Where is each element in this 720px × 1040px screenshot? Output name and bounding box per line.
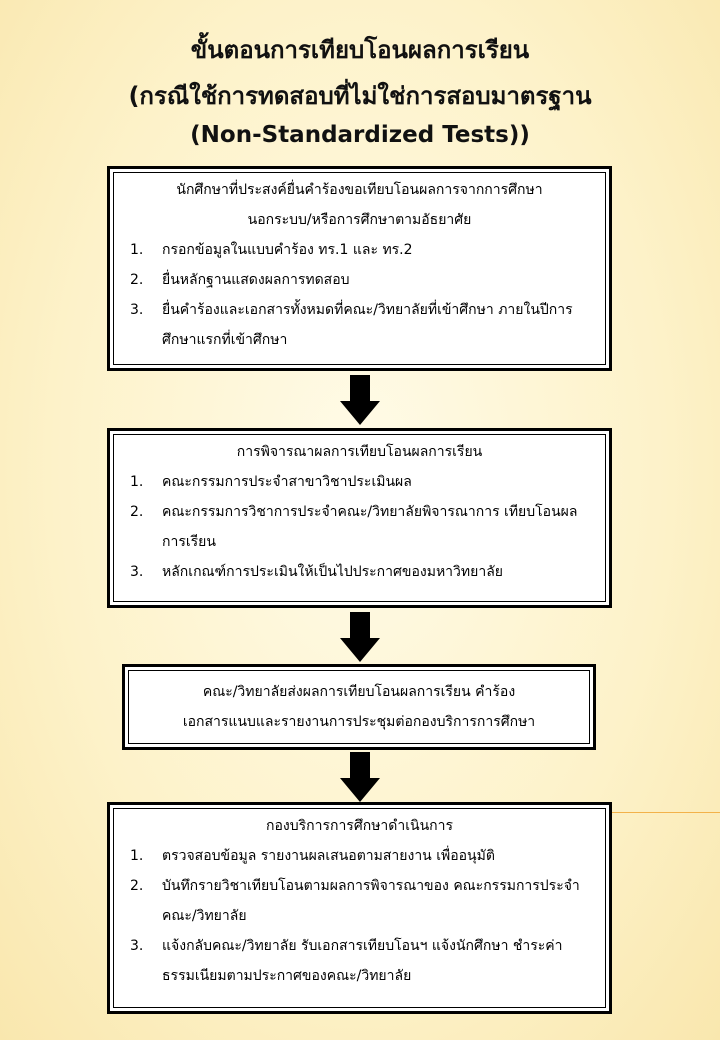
list-item: 2. ยื่นหลักฐานแสดงผลการทดสอบ <box>130 272 350 288</box>
page-subtitle-english: (Non-Standardized Tests)) <box>190 122 530 148</box>
list-item: 3. แจ้งกลับคณะ/วิทยาลัย รับเอกสารเทียบโอนฯ แจ้งนักศึกษา ชำระค่าธรรมเนียมตามประกาศของคณะ/วิทยาลัย <box>130 938 563 984</box>
decorative-line <box>598 812 720 813</box>
step-1-box <box>107 166 612 371</box>
down-arrow-icon <box>340 752 380 802</box>
list-item: 2. คณะกรรมการวิชาการประจำคณะ/วิทยาลัยพิจารณาการ เทียบโอนผลการเรียน <box>130 504 578 550</box>
page-title: ขั้นตอนการเทียบโอนผลการเรียน <box>190 36 530 64</box>
down-arrow-icon <box>340 375 380 425</box>
list-item: 3. หลักเกณฑ์การประเมินให้เป็นไปประกาศของมหาวิทยาลัย <box>130 564 503 580</box>
step-3-heading: คณะ/วิทยาลัยส่งผลการเทียบโอนผลการเรียน คำร้อง เอกสารแนบและรายงานการประชุมต่อกองบริการการศึกษา <box>182 684 536 730</box>
step-4-list <box>110 841 609 991</box>
step-4-heading: กองบริการการศึกษาดำเนินการ <box>265 818 454 834</box>
list-item: 1. กรอกข้อมูลในแบบคำร้อง ทร.1 และ ทร.2 <box>130 242 413 258</box>
step-4-box <box>107 802 612 1014</box>
list-item: 1. ตรวจสอบข้อมูล รายงานผลเสนอตามสายงาน เพื่ออนุมัติ <box>130 848 495 864</box>
step-3-box <box>122 664 596 750</box>
list-item: 1. คณะกรรมการประจำสาขาวิชาประเมินผล <box>130 474 412 490</box>
down-arrow-icon <box>340 612 380 662</box>
list-item: 2. บันทึกรายวิชาเทียบโอนตามผลการพิจารณาของ คณะกรรมการประจำคณะ/วิทยาลัย <box>130 878 580 924</box>
step-1-list <box>110 235 609 355</box>
page-subtitle: (กรณีใช้การทดสอบที่ไม่ใช่การสอบมาตรฐาน <box>128 82 592 110</box>
step-2-heading: การพิจารณาผลการเทียบโอนผลการเรียน <box>236 444 483 460</box>
step-2-box <box>107 428 612 608</box>
list-item: 3. ยื่นคำร้องและเอกสารทั้งหมดที่คณะ/วิทยาลัยที่เข้าศึกษา ภายในปีการศึกษาแรกที่เข้าศึกษา <box>130 302 573 348</box>
step-1-heading: นักศึกษาที่ประสงค์ยื่นคำร้องขอเทียบโอนผลการจากการศึกษา นอกระบบ/หรือการศึกษาตามอัธยาศัย <box>176 182 543 228</box>
step-2-list <box>110 467 609 587</box>
